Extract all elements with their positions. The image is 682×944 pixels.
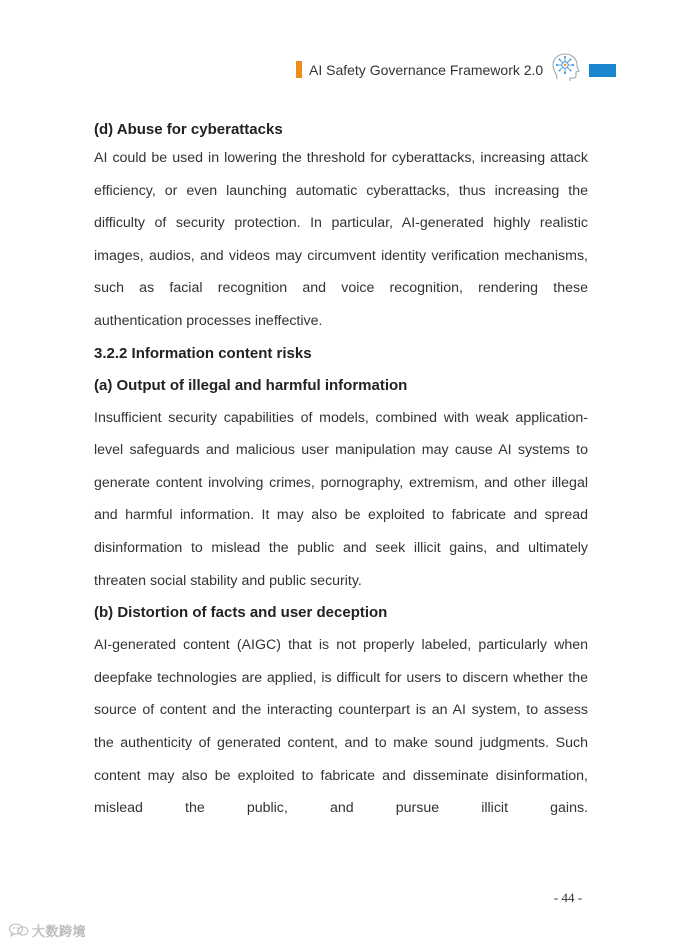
header-blue-block bbox=[589, 64, 616, 77]
header-accent-bar bbox=[296, 61, 302, 78]
information-content-risks-heading: 3.2.2 Information content risks bbox=[94, 344, 312, 362]
page-number: - 44 - bbox=[553, 890, 583, 905]
illegal-harmful-heading: (a) Output of illegal and harmful information bbox=[94, 376, 408, 394]
distortion-deception-paragraph: AI-generated content (AIGC) that is not properly labeled, particularly when deepfake technologies are applied, is difficult for users to discern whether the source of content and the interacting counterpart is an AI system, to assess the authenticity of generated content, and to make sound judgments. Such content may also be exploited to fabricate and disseminate disinformation, mislead the public, and pursue illicit gains. bbox=[94, 637, 588, 817]
cyberattacks-heading: (d) Abuse for cyberattacks bbox=[94, 121, 283, 138]
document-body bbox=[94, 114, 588, 825]
cyberattacks-paragraph: AI could be used in lowering the threshold for cyberattacks, increasing attack efficiency, or even launching automatic cyberattacks, thus increasing the difficulty of security protection. In particular, AI-generated highly realistic images, audios, and videos may circumvent identity verification mechanisms, such as facial recognition and voice recognition, rendering these authentication processes ineffective. bbox=[94, 150, 588, 329]
distortion-deception-heading: (b) Distortion of facts and user deception bbox=[94, 604, 388, 622]
illegal-harmful-paragraph: Insufficient security capabilities of models, combined with weak application-level safeguards and malicious user manipulation may cause AI systems to generate content involving crimes, pornography, extremism, and other illegal and harmful information. It may also be exploited to fabricate and spread disinformation to mislead the public and seek illicit gains, and ultimately threaten social stability and public security. bbox=[94, 409, 588, 589]
wechat-logo-icon bbox=[8, 922, 30, 938]
page-header bbox=[296, 58, 626, 82]
header-title: AI Safety Governance Framework 2.0 bbox=[309, 62, 544, 78]
ai-head-icon bbox=[548, 51, 582, 83]
watermark bbox=[8, 921, 86, 939]
watermark-text: 大数跨境 bbox=[32, 924, 87, 940]
